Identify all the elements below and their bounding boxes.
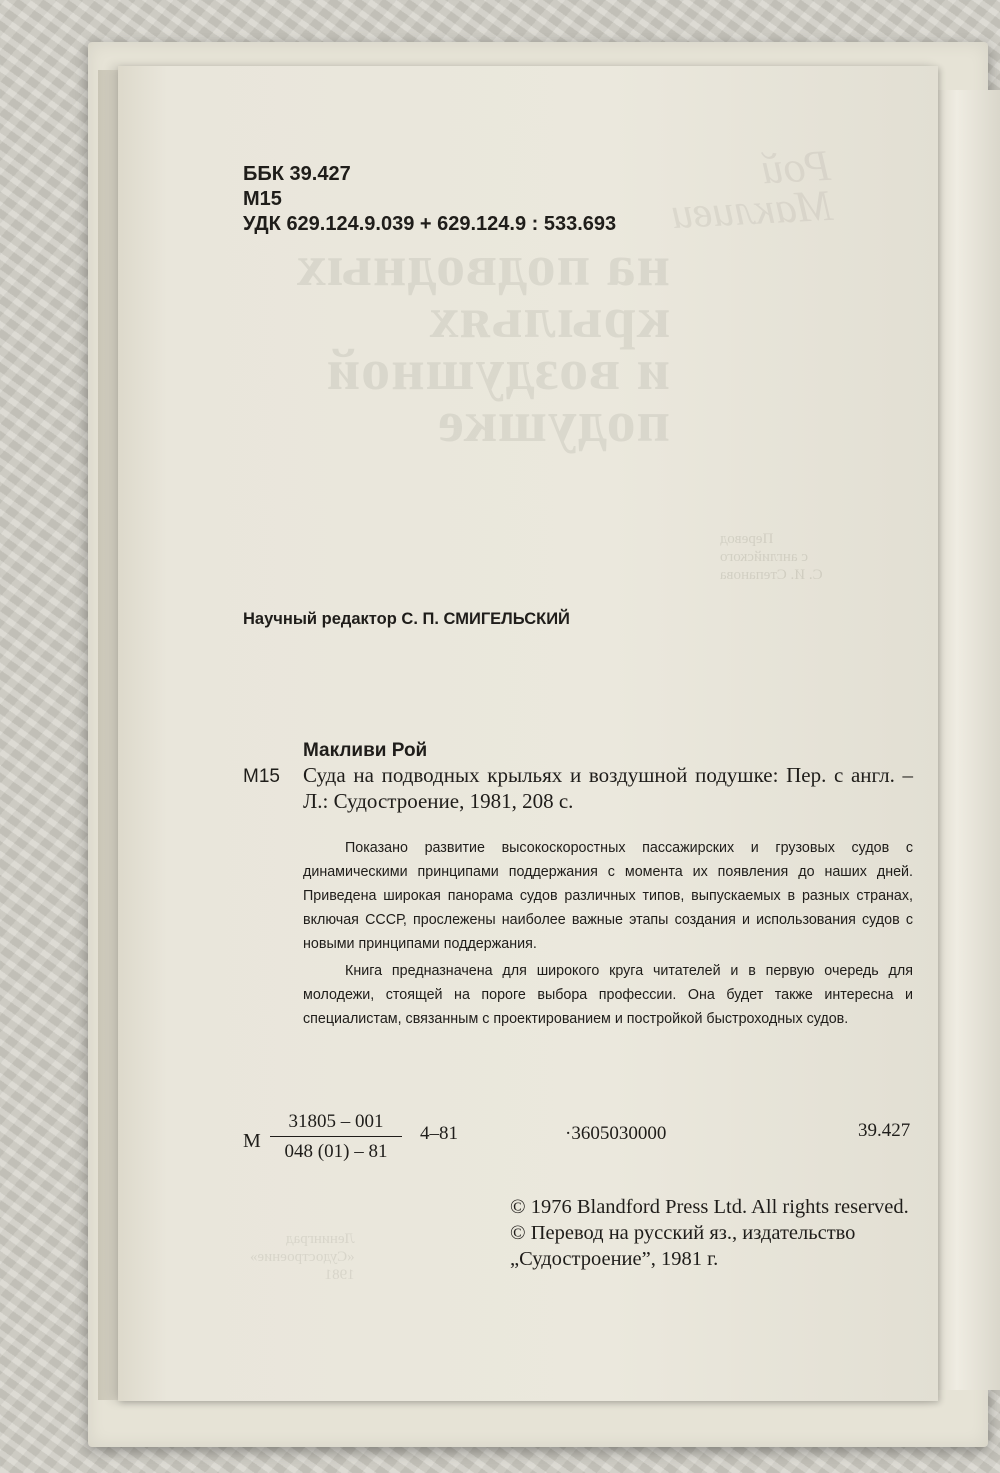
index-right-code: 39.427	[858, 1120, 911, 1141]
index-letter: М	[243, 1130, 261, 1152]
bleed-through-title: на подводных крыльях и воздушной подушке	[295, 233, 670, 454]
annotation-paragraph: Книга предназначена для широкого круга читателей и в первую очередь для молодежи, стоящей на пороге выбора профессии. Она будет также интересна и специалистам, связанным с проектированием и постройкой быстроходных судов.	[303, 963, 913, 1027]
bbk-block	[243, 162, 616, 237]
bleed-through-small-text: Перевод с английского С. И. Степанова	[720, 531, 823, 583]
bleed-through-publisher: Ленинград «Судостроение» 1981	[250, 1231, 355, 1283]
entry-title-text: Суда на подводных крыльях и воздушной подушке: Пер. с англ. – Л.: Судостроение, 1981, 208 с.	[303, 763, 913, 813]
bbk-line: ББК 39.427	[243, 163, 351, 185]
index-mid-code: ·3605030000	[565, 1123, 667, 1144]
annotation	[303, 836, 913, 1031]
index-denominator: 048 (01) – 81	[284, 1141, 388, 1162]
page-gutter	[98, 70, 120, 1400]
index-numerator: 31805 – 001	[288, 1111, 384, 1132]
copyright-translation: © Перевод на русский яз., издательство „Судостроение”, 1981 г.	[510, 1222, 856, 1270]
index-fraction	[270, 1110, 402, 1164]
entry-code: М15	[243, 766, 280, 787]
bbk-author-mark: М15	[243, 188, 282, 210]
entry-title	[303, 762, 913, 814]
bleed-through-author: Рой Макливи	[669, 140, 834, 239]
index-year-code: 4–81	[420, 1123, 458, 1144]
copyright-block	[510, 1194, 920, 1272]
annotation-paragraph: Показано развитие высокоскоростных пассажирских и грузовых судов с динамическими принципами поддержания с момента их появления до наших дней. Приведена широкая панорама судов различных типов, выпускаемых в разных странах, включая СССР, прослежены наиболее важные этапы создания и использования судов с новыми принципами поддержания.	[303, 840, 913, 952]
entry-author: Макливи Рой	[303, 740, 428, 761]
scientific-editor: Научный редактор С. П. СМИГЕЛЬСКИЙ	[243, 610, 570, 628]
fraction-line	[270, 1136, 402, 1137]
udk-line: УДК 629.124.9.039 + 629.124.9 : 533.693	[243, 213, 617, 235]
copyright-original: © 1976 Blandford Press Ltd. All rights reserved.	[510, 1196, 909, 1218]
